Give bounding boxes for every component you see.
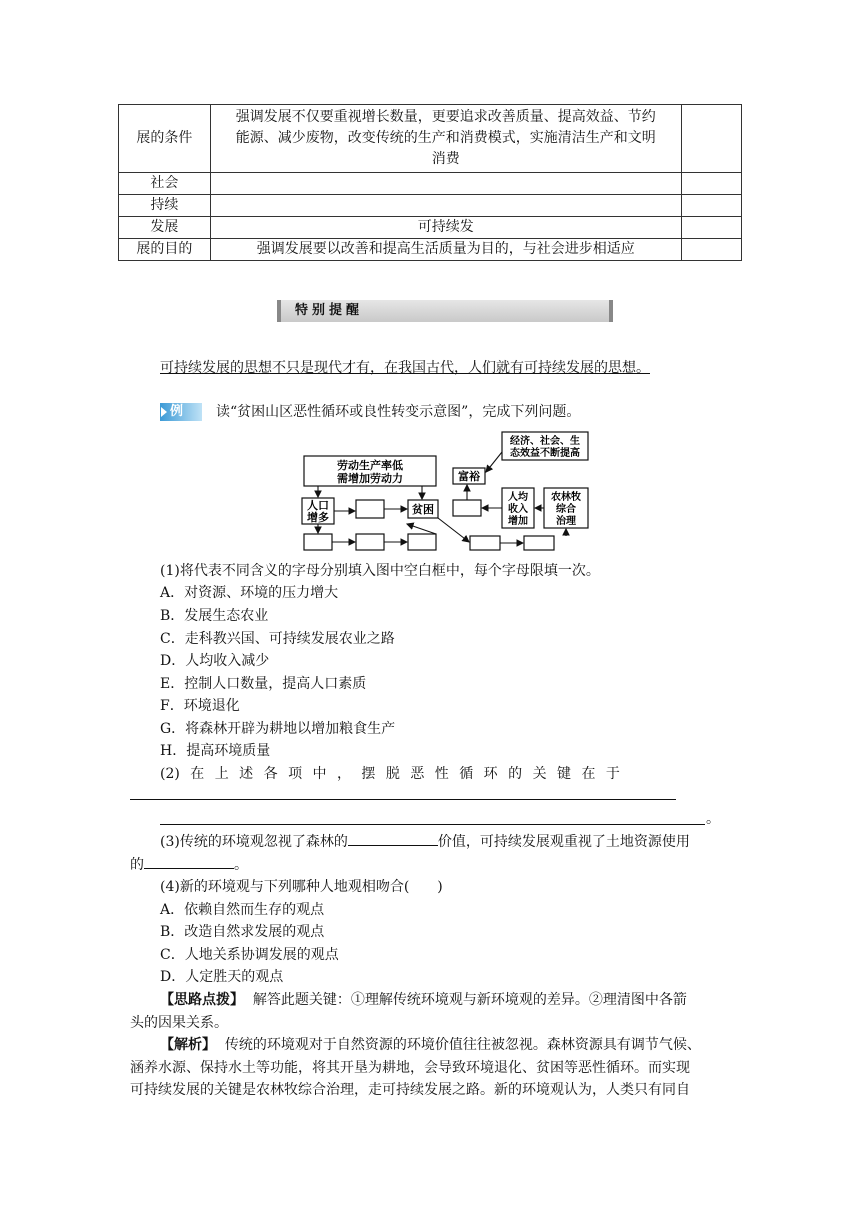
reminder-text: 可持续发展的思想不只是现代才有，在我国古代，人们就有可持续发展的思想。 (160, 360, 650, 376)
blank-box (524, 536, 554, 550)
hint-text: 解答此题关键：①理解传统环境观与新环境观的差异。②理清图中各箭 (252, 992, 687, 1008)
blank-box (356, 534, 384, 550)
population-text-2: 增多 (307, 511, 329, 524)
labor-text-1: 劳动生产率低 (337, 459, 403, 472)
q3-line2 (130, 854, 248, 876)
poor-text: 贫困 (412, 503, 434, 516)
q1-stem: (1)将代表不同含义的字母分别填入图中空白框中，每个字母限填一次。 (160, 563, 600, 579)
income-text-3: 增加 (508, 516, 528, 527)
q3-part1: (3)传统的环境观忽视了森林的 (160, 834, 348, 850)
table-cell: 展的目的 (119, 239, 211, 261)
analysis-text: 传统的环境观对于自然资源的环境价值往往被忽视。森林资源具有调节气候、 (224, 1037, 701, 1053)
table-cell: 展的条件 (119, 105, 211, 173)
cell-line: 能源、减少废物，改变传统的生产和消费模式，实施清洁生产和文明 (235, 130, 656, 146)
q1-option: C．走科教兴国、可持续发展农业之路 (160, 631, 395, 647)
population-text-1: 人口 (307, 499, 329, 512)
table-row (119, 173, 742, 195)
q3-line1 (160, 831, 690, 853)
q4-option: D．人定胜天的观点 (160, 969, 284, 985)
table-cell (210, 105, 681, 173)
table-row (119, 195, 742, 217)
table-cell (681, 217, 741, 239)
table-cell: 社会 (119, 173, 211, 195)
analysis-label: 【解析】 (160, 1037, 216, 1053)
q3-part2: 价值，可持续发展观重视了土地资源使用 (437, 834, 690, 850)
example-tag: 例 (160, 403, 202, 421)
example-prompt: 读“贫困山区恶性循环或良性转变示意图”，完成下列问题。 (216, 404, 581, 420)
table-cell (681, 195, 741, 217)
answer-line (130, 799, 676, 800)
hint-line2: 头的因果关系。 (130, 1015, 228, 1031)
benefit-text-2: 态效益不断提高 (510, 448, 580, 459)
analysis-line1 (160, 1034, 701, 1056)
q1-option: A．对资源、环境的压力增大 (160, 585, 339, 601)
blank-box (356, 500, 384, 518)
table-cell: 强调发展要以改善和提高生活质量为目的，与社会进步相适应 (210, 239, 681, 261)
table-cell (681, 173, 741, 195)
table-cell (210, 195, 681, 217)
q4-option: C．人地关系协调发展的观点 (160, 947, 339, 963)
blank-box (408, 534, 436, 550)
table-row (119, 239, 742, 261)
q1-option: F．环境退化 (160, 698, 240, 714)
conditions-table (118, 104, 742, 261)
labor-text-2: 需增加劳动力 (337, 472, 403, 485)
table-cell: 持续 (119, 195, 211, 217)
table-cell: 可持续发 (210, 217, 681, 239)
table-cell (681, 239, 741, 261)
q4-option: A．依赖自然而生存的观点 (160, 902, 325, 918)
rich-text: 富裕 (458, 470, 480, 483)
q4-option: B．改造自然求发展的观点 (160, 924, 325, 940)
cycle-diagram (296, 428, 590, 554)
hint-label: 【思路点拨】 (160, 992, 244, 1008)
q3-part3: 的 (130, 857, 144, 873)
blank-box (453, 500, 481, 516)
agri-text-1: 农林牧 (551, 492, 581, 503)
cell-line: 强调发展不仅要重视增长数量，更要追求改善质量、提高效益、节约 (235, 109, 656, 125)
q1-option: G．将森林开辟为耕地以增加粮食生产 (160, 721, 396, 737)
table-row (119, 105, 742, 173)
income-text-1: 人均 (508, 492, 528, 503)
table-cell (681, 105, 741, 173)
q2-stem: (2) 在 上 述 各 项 中 ， 摆 脱 恶 性 循 环 的 关 键 在 于 (160, 766, 620, 782)
analysis-line2: 涵养水源、保持水土等功能，将其开垦为耕地，会导致环境退化、贫困等恶性循环。而实现 (130, 1060, 690, 1076)
special-reminder-banner: 特别提醒 (277, 300, 613, 322)
q1-option: E．控制人口数量，提高人口素质 (160, 676, 367, 692)
cell-line: 消费 (431, 151, 460, 167)
hint-line1 (160, 989, 687, 1011)
table-row (119, 217, 742, 239)
answer-blank (144, 854, 234, 869)
agri-text-3: 治理 (556, 516, 576, 527)
analysis-line3: 可持续发展的关键是农林牧综合治理，走可持续发展之路。新的环境观认为，人类只有同自 (130, 1082, 690, 1098)
income-text-2: 收入 (508, 504, 528, 515)
blank-box (304, 534, 332, 550)
q4-stem: (4)新的环境观与下列哪种人地观相吻合( ) (160, 879, 443, 895)
table-cell: 发展 (119, 217, 211, 239)
answer-blank (348, 831, 438, 846)
answer-line (160, 824, 705, 825)
q1-option: D．人均收入减少 (160, 653, 270, 669)
q1-option: B．发展生态农业 (160, 608, 269, 624)
benefit-text-1: 经济、社会、生 (510, 436, 580, 447)
agri-text-2: 综合 (556, 504, 576, 515)
q1-option: H．提高环境质量 (160, 743, 271, 759)
q3-end: 。 (234, 857, 248, 873)
table-cell (210, 173, 681, 195)
blank-box (470, 536, 500, 550)
q2-end: 。 (706, 811, 720, 827)
